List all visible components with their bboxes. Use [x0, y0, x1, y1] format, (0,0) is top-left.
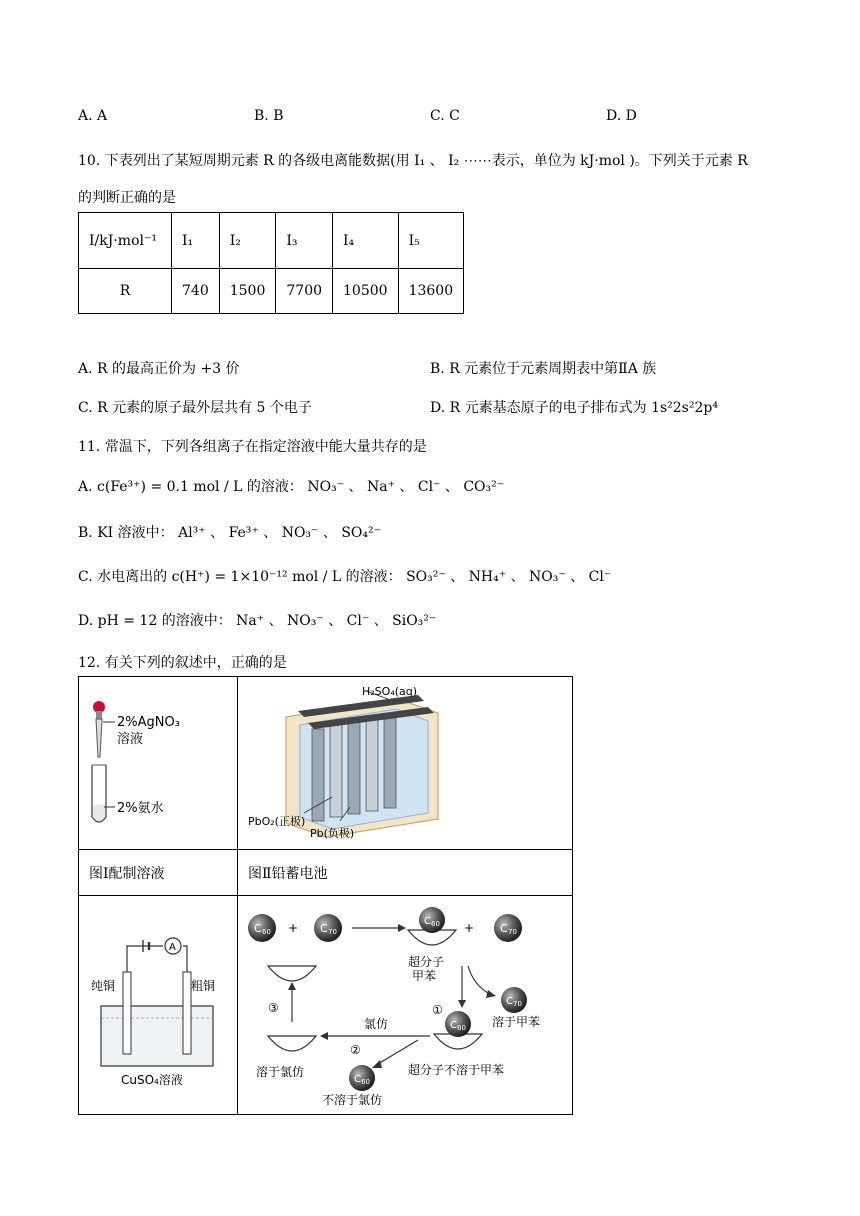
- c60-label: C: [450, 1020, 457, 1031]
- q10-stem-line2: 的判断正确的是: [78, 190, 176, 206]
- table-header-cell: I₂: [219, 213, 276, 269]
- c60-label: C: [254, 922, 262, 935]
- label-insoluble-toluene: 超分子不溶于甲苯: [408, 1063, 505, 1077]
- fig4-cell: [238, 896, 573, 1115]
- label-insoluble-chloroform: 不溶于氯仿: [322, 1093, 383, 1107]
- q11-option-b: B. KI 溶液中： Al³⁺ 、 Fe³⁺ 、 NO₃⁻ 、 SO₄²⁻: [78, 525, 382, 541]
- label-dissolve-toluene: 溶于甲苯: [492, 1015, 541, 1029]
- fig3-label-solution: CuSO₄溶液: [121, 1073, 183, 1087]
- q11-option-d: D. pH = 12 的溶液中： Na⁺ 、 NO₃⁻ 、 Cl⁻ 、 SiO₃²⁻: [78, 613, 437, 629]
- c60-sub: 60: [262, 928, 271, 936]
- ionization-energy-table: [78, 212, 464, 314]
- c70-label: C: [506, 996, 513, 1007]
- fig1-label-solution: 溶液: [117, 732, 144, 747]
- fig2-caption: 图Ⅱ铅蓄电池: [238, 850, 573, 896]
- q12-stem: 12. 有关下列的叙述中，正确的是: [78, 655, 287, 671]
- c70-label: C: [320, 922, 328, 935]
- table-header-cell: I₅: [398, 213, 464, 269]
- table-row: [79, 269, 464, 314]
- fig1-cell: [79, 677, 238, 850]
- label-dissolve-chloroform: 溶于氯仿: [256, 1065, 305, 1079]
- c60-sub: 60: [431, 920, 440, 928]
- q11-stem: 11. 常温下，下列各组离子在指定溶液中能大量共存的是: [78, 439, 427, 455]
- fig3-electrolysis-diagram: [79, 896, 237, 1110]
- prev-option-c: C. C: [430, 108, 460, 124]
- q10-option-a: A. R 的最高正价为 +3 价: [78, 361, 240, 377]
- plus-sign: +: [464, 921, 475, 935]
- fig1-dropper-diagram: [79, 677, 237, 845]
- table-header-row: [79, 213, 464, 269]
- table-cell: 1500: [219, 269, 276, 314]
- q10-option-d: D. R 元素基态原子的电子排布式为 1s²2s²2p⁴: [430, 400, 718, 416]
- table-cell: 10500: [333, 269, 399, 314]
- table-cell: 13600: [398, 269, 464, 314]
- label-toluene: 甲苯: [412, 969, 437, 983]
- q10-stem-line1: 10. 下表列出了某短周期元素 R 的各级电离能数据(用 I₁ 、 I₂ ⋯⋯表示，单位为 kJ·mol )。下列关于元素 R: [78, 153, 748, 169]
- c70-sub: 70: [513, 1000, 522, 1008]
- fig2-label-positive: PbO₂(正极): [248, 815, 306, 828]
- fig3-label-crude-copper: 粗铜: [191, 979, 216, 993]
- table-cell: 7700: [276, 269, 333, 314]
- q11-option-c: C. 水电离出的 c(H⁺) = 1×10⁻¹² mol / L 的溶液： SO₃²⁻ 、 NH₄⁺ 、 NO₃⁻ 、 Cl⁻: [78, 569, 612, 585]
- fig3-cell: [79, 896, 238, 1115]
- prev-option-a: A. A: [78, 108, 108, 124]
- fig2-cell: [238, 677, 573, 850]
- fig4-supramolecule-diagram: [238, 896, 572, 1110]
- c60-sub: 60: [361, 1078, 370, 1086]
- fig1-label-agno3: 2%AgNO₃: [117, 715, 180, 730]
- fig1-label-ammonia: 2%氨水: [117, 801, 164, 816]
- fig2-label-acid: H₂SO₄(aq): [362, 685, 418, 698]
- table-header-cell: I/kJ·mol⁻¹: [79, 213, 172, 269]
- q10-option-c: C. R 元素的原子最外层共有 5 个电子: [78, 400, 312, 416]
- c70-label: C: [500, 922, 508, 935]
- c60-label: C: [354, 1074, 361, 1085]
- c70-sub: 70: [508, 928, 517, 936]
- step-2: ②: [350, 1043, 361, 1057]
- table-header-cell: I₁: [172, 213, 220, 269]
- fig1-caption: 图Ⅰ配制溶液: [79, 850, 238, 896]
- prev-option-b: B. B: [254, 108, 284, 124]
- table-cell: 740: [172, 269, 220, 314]
- fig2-label-negative: Pb(负极): [310, 827, 355, 840]
- c60-sub: 60: [457, 1024, 466, 1032]
- ammeter-label: A: [169, 942, 176, 953]
- prev-option-d: D. D: [606, 108, 637, 124]
- table-header-cell: I₄: [333, 213, 399, 269]
- table-cell: R: [79, 269, 172, 314]
- plus-sign: +: [288, 921, 299, 935]
- q11-option-a: A. c(Fe³⁺) = 0.1 mol / L 的溶液： NO₃⁻ 、 Na⁺ 、 Cl⁻ 、 CO₃²⁻: [78, 479, 505, 495]
- q10-option-b: B. R 元素位于元素周期表中第ⅡA 族: [430, 361, 657, 377]
- c60-label: C: [424, 916, 431, 927]
- step-3: ③: [268, 1001, 279, 1015]
- fig2-lead-battery-diagram: [238, 677, 572, 845]
- electrolysis-tank-icon: [101, 1006, 213, 1066]
- c70-sub: 70: [328, 928, 337, 936]
- table-header-cell: I₃: [276, 213, 333, 269]
- fig3-label-pure-copper: 纯铜: [91, 979, 116, 993]
- arrow-icon: [398, 924, 406, 932]
- step-1: ①: [432, 1003, 443, 1017]
- q12-figure-table: [78, 676, 573, 1115]
- label-chloroform: 氯仿: [364, 1017, 389, 1031]
- label-supramolecule: 超分子: [408, 955, 445, 969]
